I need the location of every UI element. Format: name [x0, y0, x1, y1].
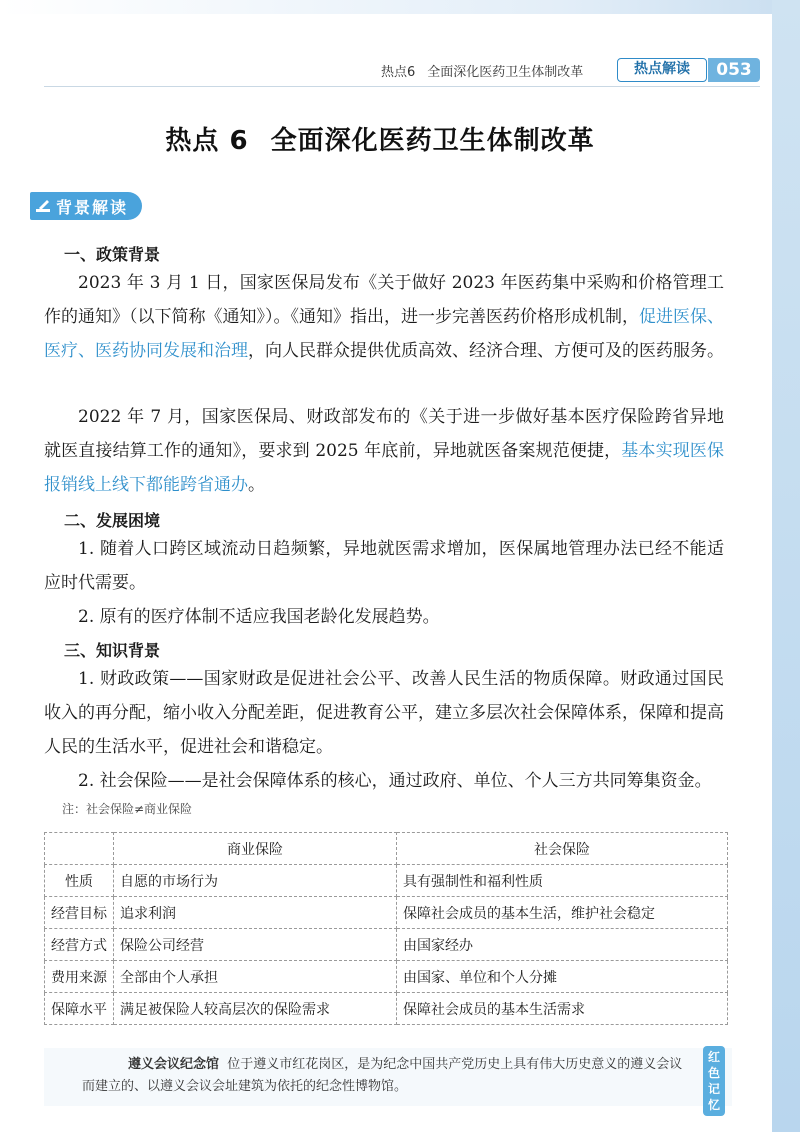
note: 注：社会保险≠商业保险	[62, 802, 193, 816]
top-decor-strip	[0, 0, 800, 14]
table-header-cell: 社会保险	[397, 833, 728, 865]
table-row	[45, 961, 728, 993]
policy-paragraph-1	[44, 266, 724, 368]
table-cell: 由国家、单位和个人分摊	[397, 961, 728, 993]
heading-policy: 一、政策背景	[64, 245, 161, 264]
table-cell: 全部由个人承担	[114, 961, 397, 993]
policy-p1-text-end: ，向人民群众提供优质高效、经济合理、方便可及的医药服务。	[248, 341, 724, 361]
row-label: 保障水平	[45, 993, 114, 1025]
table-cell: 保险公司经营	[114, 929, 397, 961]
table-cell: 满足被保险人较高层次的保险需求	[114, 993, 397, 1025]
section-tag	[30, 192, 142, 220]
pen-icon	[34, 196, 54, 216]
footer-body: 位于遵义市红花岗区，是为纪念中国共产党历史上具有伟大历史意义的遵义会议而建立的、以遵义会议会址建筑为依托的纪念性博物馆。	[82, 1057, 683, 1094]
title-main: 全面深化医药卫生体制改革	[270, 126, 595, 156]
title-prefix: 热点 6	[165, 126, 249, 156]
table-cell: 保障社会成员的基本生活，维护社会稳定	[397, 897, 728, 929]
heading-knowledge: 三、知识背景	[64, 641, 161, 660]
policy-paragraph-2	[44, 400, 724, 502]
policy-p1-text: 2023 年 3 月 1 日，国家医保局发布《关于做好 2023 年医药集中采购和价格管理工作的通知》（以下简称《通知》）。《通知》指出，进一步完善医药价格形成机制，	[44, 273, 724, 327]
section-tag-label: 背景解读	[56, 198, 129, 217]
footer-text	[82, 1054, 692, 1098]
table-header-row	[45, 833, 728, 865]
footer-badge: 红色记忆	[703, 1046, 725, 1116]
policy-p2-highlight: 基本实现医保报销线上线下都能跨省通办	[44, 441, 724, 495]
section-badge: 热点解读	[617, 58, 707, 82]
table-cell: 具有强制性和福利性质	[397, 865, 728, 897]
heading-difficulty: 二、发展困境	[64, 511, 161, 530]
table-header-cell	[45, 833, 114, 865]
table-row	[45, 993, 728, 1025]
page-number: 053	[708, 58, 760, 82]
policy-p1-highlight: 促进医保、医疗、医药协同发展和治理	[44, 307, 724, 361]
comparison-table	[44, 832, 728, 1025]
knowledge-paragraph-2: 2. 社会保险——是社会保障体系的核心，通过政府、单位、个人三方共同筹集资金。	[78, 771, 712, 791]
table-row	[45, 865, 728, 897]
side-decor-strip	[772, 0, 800, 1132]
row-label: 经营目标	[45, 897, 114, 929]
row-label: 性质	[45, 865, 114, 897]
running-title-prefix: 热点6	[381, 65, 416, 80]
footer-title: 遵义会议纪念馆	[128, 1057, 220, 1072]
table-header-cell: 商业保险	[114, 833, 397, 865]
difficulty-paragraph-2: 2. 原有的医疗体制不适应我国老龄化发展趋势。	[78, 607, 440, 627]
row-label: 费用来源	[45, 961, 114, 993]
header-divider	[44, 86, 760, 87]
running-header	[0, 58, 800, 84]
policy-p2-text-end: 。	[248, 475, 265, 495]
difficulty-paragraph-1: 1. 随着人口跨区域流动日趋频繁，异地就医需求增加，医保属地管理办法已经不能适应时代需要。	[44, 539, 724, 593]
table-cell: 追求利润	[114, 897, 397, 929]
running-title-text: 全面深化医药卫生体制改革	[427, 65, 584, 80]
table-cell: 由国家经办	[397, 929, 728, 961]
table-cell: 自愿的市场行为	[114, 865, 397, 897]
table-row	[45, 897, 728, 929]
knowledge-paragraph-1: 1. 财政政策——国家财政是促进社会公平、改善人民生活的物质保障。财政通过国民收入的再分配，缩小收入分配差距，促进教育公平，建立多层次社会保障体系，保障和提高人民的生活水平，促进社会和谐稳定。	[44, 669, 724, 757]
table-row	[45, 929, 728, 961]
row-label: 经营方式	[45, 929, 114, 961]
footer-box	[44, 1048, 732, 1106]
running-title	[381, 61, 583, 80]
policy-p2-text: 2022 年 7 月，国家医保局、财政部发布的《关于进一步做好基本医疗保险跨省异地就医直接结算工作的通知》，要求到 2025 年底前，异地就医备案规范便捷，	[44, 407, 724, 461]
page-title	[0, 120, 760, 157]
table-cell: 保障社会成员的基本生活需求	[397, 993, 728, 1025]
